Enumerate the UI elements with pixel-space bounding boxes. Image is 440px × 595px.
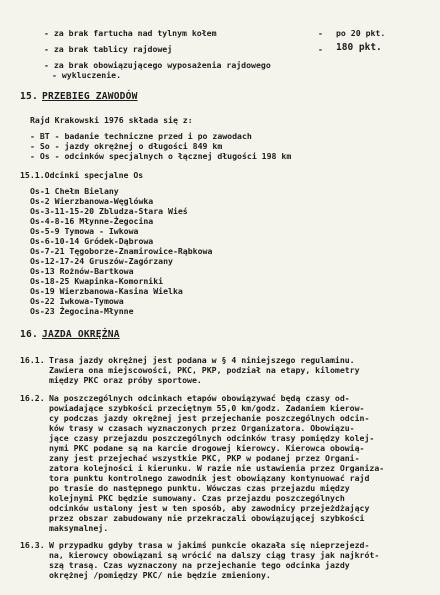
paragraph-16-2-line: przez obszar zabudowany nie przekraczali obowiązującej szybkości	[49, 513, 365, 523]
stage-item: Os-23 Żegocina-Młynne	[30, 306, 134, 316]
paragraph-16-2-line: zatora kolejności i kierunku. W razie nie ustawienia przez Organiza-	[49, 463, 385, 473]
paragraph-16-3-line: szą trasą. Czas wyznaczony na przejechanie tego odcinka jazdy	[49, 560, 350, 570]
stage-item: Os-13 Rożnów-Bartkowa	[30, 266, 134, 276]
section-15-1-heading: 15.1.Odcinki specjalne Os	[20, 170, 144, 180]
paragraph-16-2-line: Na poszczególnych odcinkach etapów obowiązywać będą czasy od-	[49, 393, 350, 403]
paragraph-16-2-line: powiadające szybkości przeciętnym 55,0 km/godz. Zadaniem kierow-	[49, 403, 365, 413]
paragraph-16-2-line: tora punktu kontrolnego zawodnik jest obowiązany kontynuować rajd	[49, 473, 370, 483]
stage-item: Os-18-25 Kwapinka-Komorniki	[30, 276, 164, 286]
stage-item: Os-6-10-14 Gródek-Dąbrowa	[30, 236, 154, 246]
stage-item: Os-7-21 Tęgoborze-Znamirowice-Rąbkowa	[30, 246, 213, 256]
penalty-dash-2: -	[318, 44, 323, 54]
section-15-intro: Rajd Krakowski 1976 składa się z:	[30, 115, 193, 125]
paragraph-16-2-line: kolejnymi PKC będzie sumowany. Czas przejazdu poszczególnych	[49, 493, 345, 503]
stage-item: Os-4-8-16 Młynne-Żegocina	[30, 216, 154, 226]
stage-item: Os-12-17-24 Gruszów-Zagórzany	[30, 256, 173, 266]
stage-item: Os-5-9 Tymowa - Iwkowa	[30, 226, 139, 236]
paragraph-16-1-line: między PKC oraz próby sportowe.	[49, 375, 202, 385]
section-15-item-bt: - BT - badanie techniczne przed i po zawodach	[30, 131, 252, 141]
paragraph-16-3-line: W przypadku gdyby trasa w jakimś punkcie okazała się nieprzejezd-	[49, 540, 370, 550]
stage-item: Os-19 Wierzbanowa-Kasina Wielka	[30, 286, 183, 296]
penalty-value-2: 180 pkt.	[336, 42, 382, 53]
penalty-item-2: - za brak tablicy rajdowej	[44, 44, 173, 54]
section-15-title: PRZEBIEG ZAWODÓW	[42, 91, 138, 102]
section-16-number: 16.	[20, 329, 38, 340]
paragraph-16-1-number: 16.1.	[20, 355, 45, 365]
section-15-item-so: - So - jazdy okrężnej o długości 849 km	[30, 141, 223, 151]
paragraph-16-2-line: zany jest przejechać wszystkie PKC, PKP w podanej przez Organi-	[49, 453, 360, 463]
section-15-number: 15.	[20, 91, 38, 102]
stage-item: Os-3-11-15-20 Zbludza-Stara Wieś	[30, 206, 188, 216]
paragraph-16-2-line: maksymalnej.	[49, 523, 109, 533]
penalty-value-1: po 20 pkt.	[336, 28, 386, 38]
paragraph-16-1-line: Zawiera ona miejscowości, PKC, PKP, podział na etapy, kilometry	[49, 365, 360, 375]
penalty-item-1: - za brak fartucha nad tylnym kołem	[44, 28, 217, 38]
penalty-item-3-cont: - wykluczenie.	[52, 70, 122, 80]
stage-item: Os-22 Iwkowa-Tymowa	[30, 296, 124, 306]
paragraph-16-2-line: odcinków ustalony jest w ten sposób, aby zawodnicy przejeżdżający	[49, 503, 370, 513]
section-15-item-os: - Os - odcinków specjalnych o łącznej długości 198 km	[30, 151, 292, 161]
paragraph-16-2-line: cy podczas jazdy okrężnej jest przejechanie poszczególnych odcin-	[49, 413, 370, 423]
paragraph-16-2-line: ków trasy w czasach wyznaczonych przez Organizatora. Obowiązu-	[49, 423, 355, 433]
paragraph-16-3-line: na, kierowcy obowiązani są wrócić na dalszy ciąg trasy jak najkrót-	[49, 550, 380, 560]
stage-item: Os-2 Wierzbanowa-Węglówka	[30, 196, 154, 206]
paragraph-16-3-line: okrężnej /pomiędzy PKC/ nie będzie zmieniony.	[49, 570, 271, 580]
stage-item: Os-1 Chełm Bielany	[30, 186, 119, 196]
penalty-dash-1: -	[318, 28, 323, 38]
paragraph-16-1-line: Trasa jazdy okrężnej jest podana w § 4 niniejszego regulaminu.	[49, 355, 355, 365]
paragraph-16-3-number: 16.3.	[20, 540, 45, 550]
penalty-item-3: - za brak obowiązującego wyposażenia rajdowego	[44, 60, 271, 70]
paragraph-16-2-line: jące czasy przejazdu poszczególnych odcinków trasy pomiędzy kolej-	[49, 433, 375, 443]
paragraph-16-2-number: 16.2.	[20, 393, 45, 403]
section-16-title: JAZDA OKRĘŻNA	[42, 329, 120, 340]
paragraph-16-2-line: po trasie do następnego punktu. Wówczas czas przejazdu między	[49, 483, 350, 493]
paragraph-16-2-line: nymi PKC podane są na karcie drogowej kierowcy. Kierowca obowią-	[49, 443, 365, 453]
